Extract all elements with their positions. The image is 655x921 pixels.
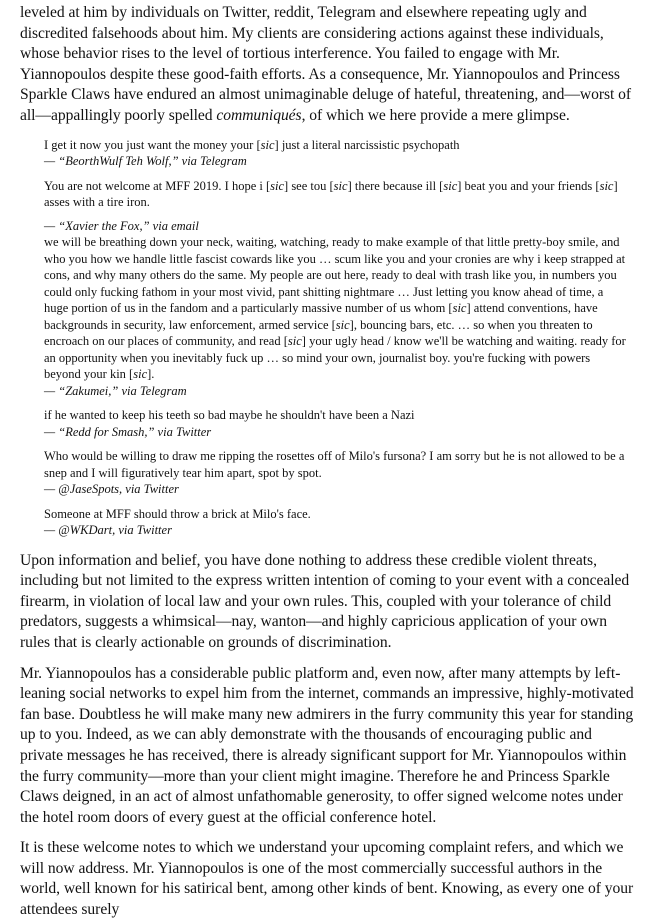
- quote-attribution: — @WKDart, via Twitter: [44, 523, 172, 538]
- quote-body: we will be breathing down your neck, waiting, watching, ready to make example of that little pretty-boy smile, and who you how we handle little fascist cowards like you … scum like you and your cronies are why i keep strapped at cons, and why many others do the same. My people are out here, ready to deal with trash like you, in numbers you could only fucking fathom in your most vivid, pant shitting nightmare … Just letting you know ahead of time, a huge portion of us in the fandom and a particularly massive number of us whom [sic] attend conventions, have backgrounds in security, law enforcement, armed service [sic], bouncing bars, etc. … so when you threaten to encroach on our places of community, and read [sic] your ugly head / know we'll be watching and waiting. ready for an opportunity when you inevitably fuck up … so mind your own, journalist boy. you're fucking with powers beyond your kin [sic].: [44, 235, 626, 382]
- quote-jasespots: [44, 448, 629, 498]
- closing-paragraph-platform: Mr. Yiannopoulos has a considerable public platform and, even now, after many attempts by left-leaning social networks to expel him from the internet, commands an impressive, highly-motivated fan base. Doubtless he will make many new admirers in the furry community this year for standing up to you. Indeed, as we can ably demonstrate with the thousands of encouraging public and private messages he has received, there is already significant support for Mr. Yiannopoulos within the furry community—more than your client might imagine. Therefore he and Princess Sparkle Claws deigned, in an act of almost unfathomable generosity, to offer signed welcome notes under the hotel room doors of every guest at the official conference hotel.: [20, 664, 634, 826]
- quote-body: I get it now you just want the money your [sic] just a literal narcissistic psychopath: [44, 137, 460, 152]
- quote-body: if he wanted to keep his teeth so bad maybe he shouldn't have been a Nazi: [44, 408, 415, 423]
- quote-wkdart: [44, 506, 629, 539]
- quote-body: You are not welcome at MFF 2019. I hope i [sic] see tou [sic] there because ill [sic] beat you and your friends [sic] asses with a tire iron.: [44, 178, 618, 210]
- quote-body: Who would be willing to draw me ripping the rosettes off of Milo's fursona? I am sorry but he is not allowed to be a snep and I will figuratively tear him apart, spot by spot.: [44, 449, 625, 480]
- quote-attribution: — @JaseSpots, via Twitter: [44, 482, 179, 497]
- quote-zakumei: [44, 234, 629, 399]
- quote-attribution: — “Redd for Smash,” via Twitter: [44, 424, 212, 439]
- intro-text: leveled at him by individuals on Twitter, reddit, Telegram and elsewhere repeating ugly and discredited falsehoods about him. My clients are considering actions against these individuals, whose behavior rises to the level of tortious interference. You failed to engage with Mr. Yiannopoulos despite these good-faith efforts. As a consequence, Mr. Yiannopoulos and Princess Sparkle Claws have endured an almost unimaginable deluge of hateful, threatening, and—worst of all—appallingly poorly spelled: [20, 4, 632, 124]
- intro-paragraph: [20, 3, 635, 127]
- threat-quotes: [44, 137, 629, 539]
- quote-redd: [44, 407, 629, 440]
- quote-body: Someone at MFF should throw a brick at Milo's face.: [44, 506, 311, 521]
- quote-attribution: — “Zakumei,” via Telegram: [44, 383, 187, 398]
- intro-italic-word: communiqués: [216, 106, 302, 124]
- quote-beorthwulf: [44, 137, 629, 170]
- quote-attribution: — “BeorthWulf Teh Wolf,” via Telegram: [44, 154, 247, 169]
- quote-xavier: [44, 178, 629, 235]
- intro-text-end: , of which we here provide a mere glimpse.: [301, 106, 570, 124]
- closing-paragraph-welcome-notes: It is these welcome notes to which we understand your upcoming complaint refers, and which we will now address. Mr. Yiannopoulos is one of the most commercially successful authors in the world, well known for his satirical bent, among other kinds of bent. Knowing, as every one of your attendees surely: [20, 839, 634, 919]
- closing-paragraph-threats: Upon information and belief, you have done nothing to address these credible violent threats, including but not limited to the express written intention of coming to your event with a concealed firearm, in violation of local law and your own rules. This, coupled with your tolerance of child predators, suggests a whimsical—nay, wanton—and highly capricious application of your own rules that is clearly actionable on grounds of discrimination.: [20, 551, 630, 651]
- quote-attribution: — “Xavier the Fox,” via email: [44, 218, 199, 233]
